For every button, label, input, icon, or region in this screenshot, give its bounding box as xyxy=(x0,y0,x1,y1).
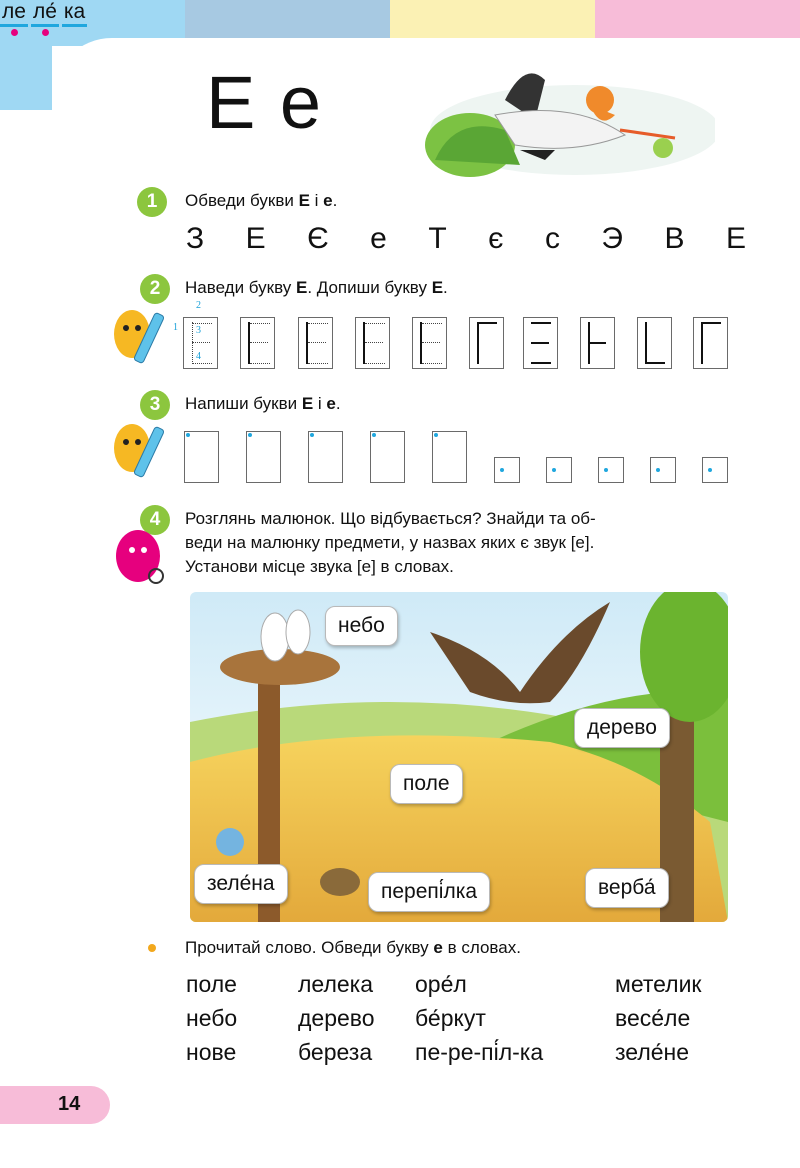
stroke-number-1: 1 xyxy=(173,322,178,333)
word-item[interactable]: пе-ре-пі́л-ка xyxy=(415,1039,544,1065)
word-item[interactable]: небо xyxy=(186,1005,238,1031)
word-item[interactable]: метелик xyxy=(615,971,702,997)
letter-item[interactable]: Е xyxy=(725,222,746,255)
letter-item[interactable]: е xyxy=(370,222,387,255)
trace-cell[interactable] xyxy=(298,317,333,369)
complete-cell[interactable] xyxy=(469,317,504,369)
letter-item[interactable]: Т xyxy=(428,222,447,255)
task-number-3: 3 xyxy=(140,390,170,420)
write-cell-small[interactable] xyxy=(598,457,624,483)
task-number-4: 4 xyxy=(140,505,170,535)
word-row xyxy=(186,1001,745,1035)
letter-item[interactable]: с xyxy=(544,222,560,255)
letter-item[interactable]: Є xyxy=(307,222,329,255)
write-cell-small[interactable] xyxy=(546,457,572,483)
complete-cell[interactable] xyxy=(523,317,558,369)
task-3-instruction: Напиши букви Е і е. xyxy=(185,394,341,413)
complete-cell[interactable] xyxy=(637,317,672,369)
complete-cell[interactable] xyxy=(580,317,615,369)
trace-cell[interactable] xyxy=(412,317,447,369)
picture-label-field[interactable]: поле xyxy=(390,764,463,804)
write-cell-capital[interactable] xyxy=(184,431,219,483)
picture-label-quail[interactable]: перепі́лка xyxy=(368,872,490,912)
picture-label-tree[interactable]: дерево xyxy=(574,708,670,748)
letter-item[interactable]: Е xyxy=(245,222,266,255)
syllable-2: ле́ xyxy=(31,0,59,27)
stroke-number-2: 2 xyxy=(196,300,201,311)
trace-cell[interactable] xyxy=(355,317,390,369)
big-letter-title: Е е xyxy=(206,61,324,144)
word-item[interactable]: лелека xyxy=(298,971,374,997)
letter-item[interactable]: є xyxy=(488,222,504,255)
reading-instruction: Прочитай слово. Обведи букву е в словах. xyxy=(185,938,521,957)
word-table xyxy=(186,967,745,1069)
stroke-number-4: 4 xyxy=(196,351,201,362)
word-item[interactable]: бе́ркут xyxy=(415,1005,486,1031)
picture-label-green[interactable]: зеле́на xyxy=(194,864,288,904)
complete-cell[interactable] xyxy=(693,317,728,369)
write-cell-capital[interactable] xyxy=(308,431,343,483)
write-cell-small[interactable] xyxy=(702,457,728,483)
syllable-1: ле xyxy=(0,0,28,27)
letter-item[interactable]: З xyxy=(186,222,205,255)
write-cell-small[interactable] xyxy=(494,457,520,483)
task-1-instruction: Обведи букви Е і е. xyxy=(185,191,338,210)
page-number-tab xyxy=(0,1086,110,1124)
picture-label-sky[interactable]: небо xyxy=(325,606,398,646)
stroke-number-3: 3 xyxy=(196,325,201,336)
stork-cat-illustration xyxy=(425,60,715,178)
letters-row xyxy=(186,222,746,256)
word-item[interactable]: дерево xyxy=(298,1005,375,1031)
write-cell-capital[interactable] xyxy=(246,431,281,483)
write-cell-capital[interactable] xyxy=(370,431,405,483)
page-number: 14 xyxy=(58,1093,81,1115)
pencil-mascot-icon xyxy=(108,412,176,480)
word-item[interactable]: оре́л xyxy=(415,971,467,997)
word-item[interactable]: зеле́не xyxy=(615,1039,690,1065)
word-item[interactable]: поле xyxy=(186,971,237,997)
landscape-picture xyxy=(190,592,728,922)
picture-label-willow[interactable]: верба́ xyxy=(585,868,669,908)
task-number-2: 2 xyxy=(140,274,170,304)
letter-item[interactable]: Э xyxy=(601,222,623,255)
task-4-instruction: Розглянь малюнок. Що відбувається? Знайди та об- веди на малюнку предмети, у назвах яких є звук [е]. Установи місце звука [е] в словах. xyxy=(185,509,596,576)
word-item[interactable]: весе́ле xyxy=(615,1005,691,1031)
write-cell-capital[interactable] xyxy=(432,431,467,483)
word-item[interactable]: нове xyxy=(186,1039,237,1065)
word-item[interactable]: береза xyxy=(298,1039,373,1065)
magnifier-mascot-icon xyxy=(112,522,172,590)
letter-item[interactable]: В xyxy=(664,222,685,255)
task-2-instruction: Наведи букву Е. Допиши букву Е. xyxy=(185,278,448,297)
syllable-3: ка xyxy=(62,0,87,27)
trace-cell[interactable] xyxy=(240,317,275,369)
task-number-1: 1 xyxy=(137,187,167,217)
write-cell-small[interactable] xyxy=(650,457,676,483)
pencil-mascot-icon xyxy=(108,298,176,366)
word-row xyxy=(186,967,745,1001)
word-row xyxy=(186,1035,745,1069)
bullet-icon xyxy=(148,944,156,952)
